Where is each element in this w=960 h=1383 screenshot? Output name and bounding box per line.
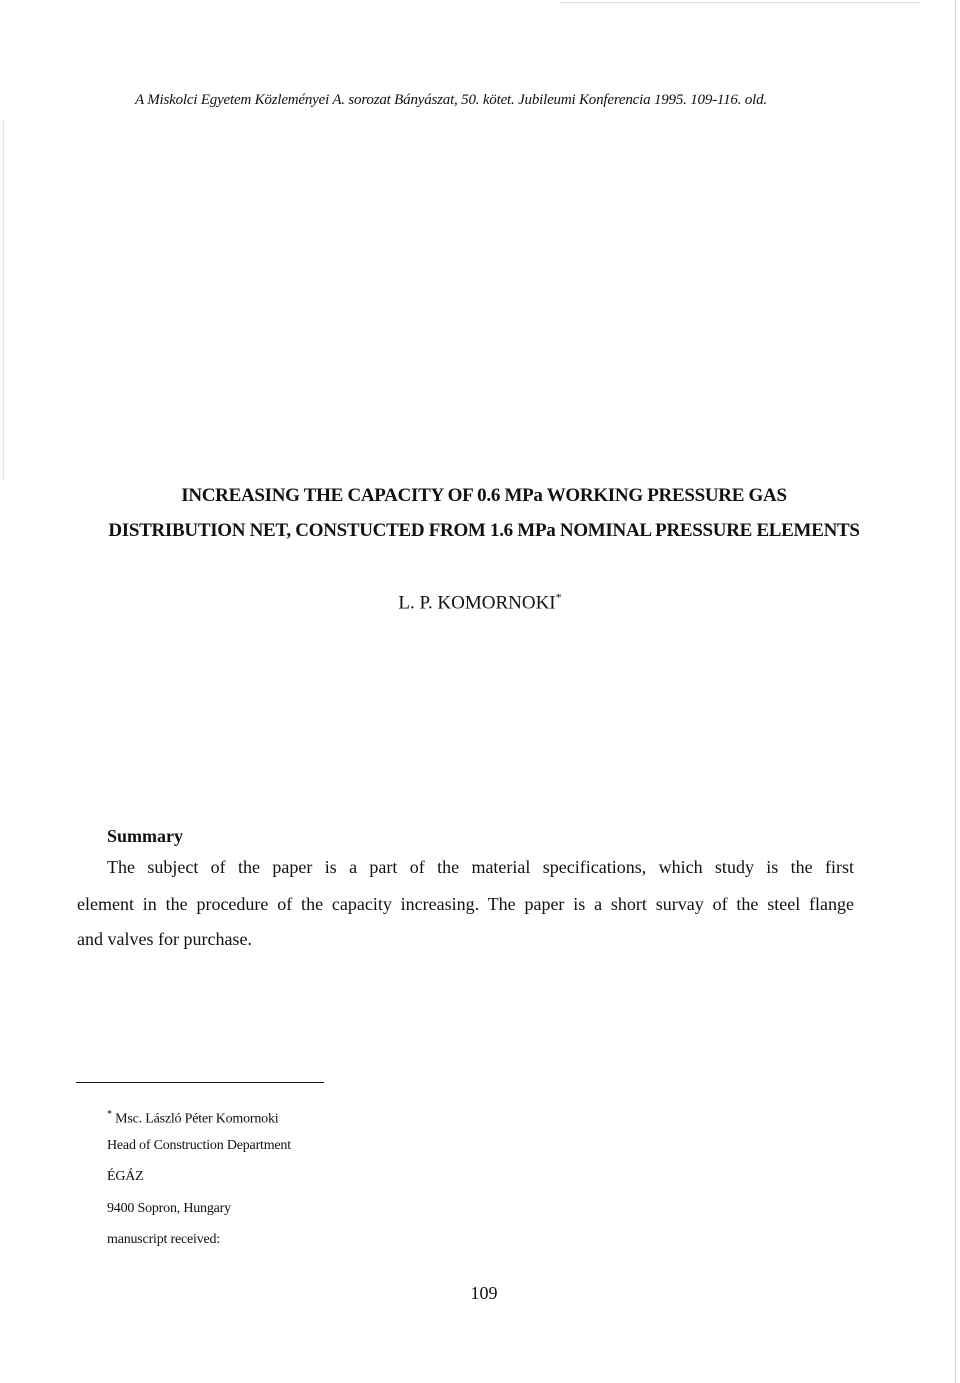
footnote-organization: ÉGÁZ	[107, 1169, 144, 1184]
scan-top-rule	[560, 2, 920, 3]
footnote-address: 9400 Sopron, Hungary	[107, 1201, 231, 1216]
journal-header: A Miskolci Egyetem Közleményei A. sorozat Bányászat, 50. kötet. Jubileumi Konferencia 1995. 109-116. old.	[135, 92, 767, 108]
summary-text-line-1: The subject of the paper is a part of the material specifications, which study is the first	[107, 857, 854, 877]
footnote-marker: *	[107, 1109, 112, 1120]
footnote-position: Head of Construction Department	[107, 1138, 291, 1153]
author-footnote-marker: *	[555, 590, 562, 604]
summary-text-line-2: element in the procedure of the capacity increasing. The paper is a short survay of the steel flange	[77, 894, 854, 914]
footnote-received: manuscript received:	[107, 1232, 221, 1247]
author	[0, 590, 960, 614]
paper-title-line-1: INCREASING THE CAPACITY OF 0.6 MPa WORKING PRESSURE GAS	[181, 485, 787, 506]
footnote-author-name: Msc. László Péter Komornoki	[115, 1111, 279, 1127]
footnote-author	[107, 1109, 278, 1128]
footnote-separator	[76, 1082, 324, 1083]
scan-left-edge	[3, 120, 4, 480]
page-number: 109	[470, 1283, 498, 1303]
paper-title-line-2: DISTRIBUTION NET, CONSTUCTED FROM 1.6 MPa NOMINAL PRESSURE ELEMENTS	[108, 520, 860, 541]
summary-text-line-3: and valves for purchase.	[77, 929, 252, 949]
summary-heading: Summary	[107, 826, 183, 846]
scan-right-edge	[955, 0, 956, 1383]
author-name: L. P. KOMORNOKI	[398, 592, 556, 614]
